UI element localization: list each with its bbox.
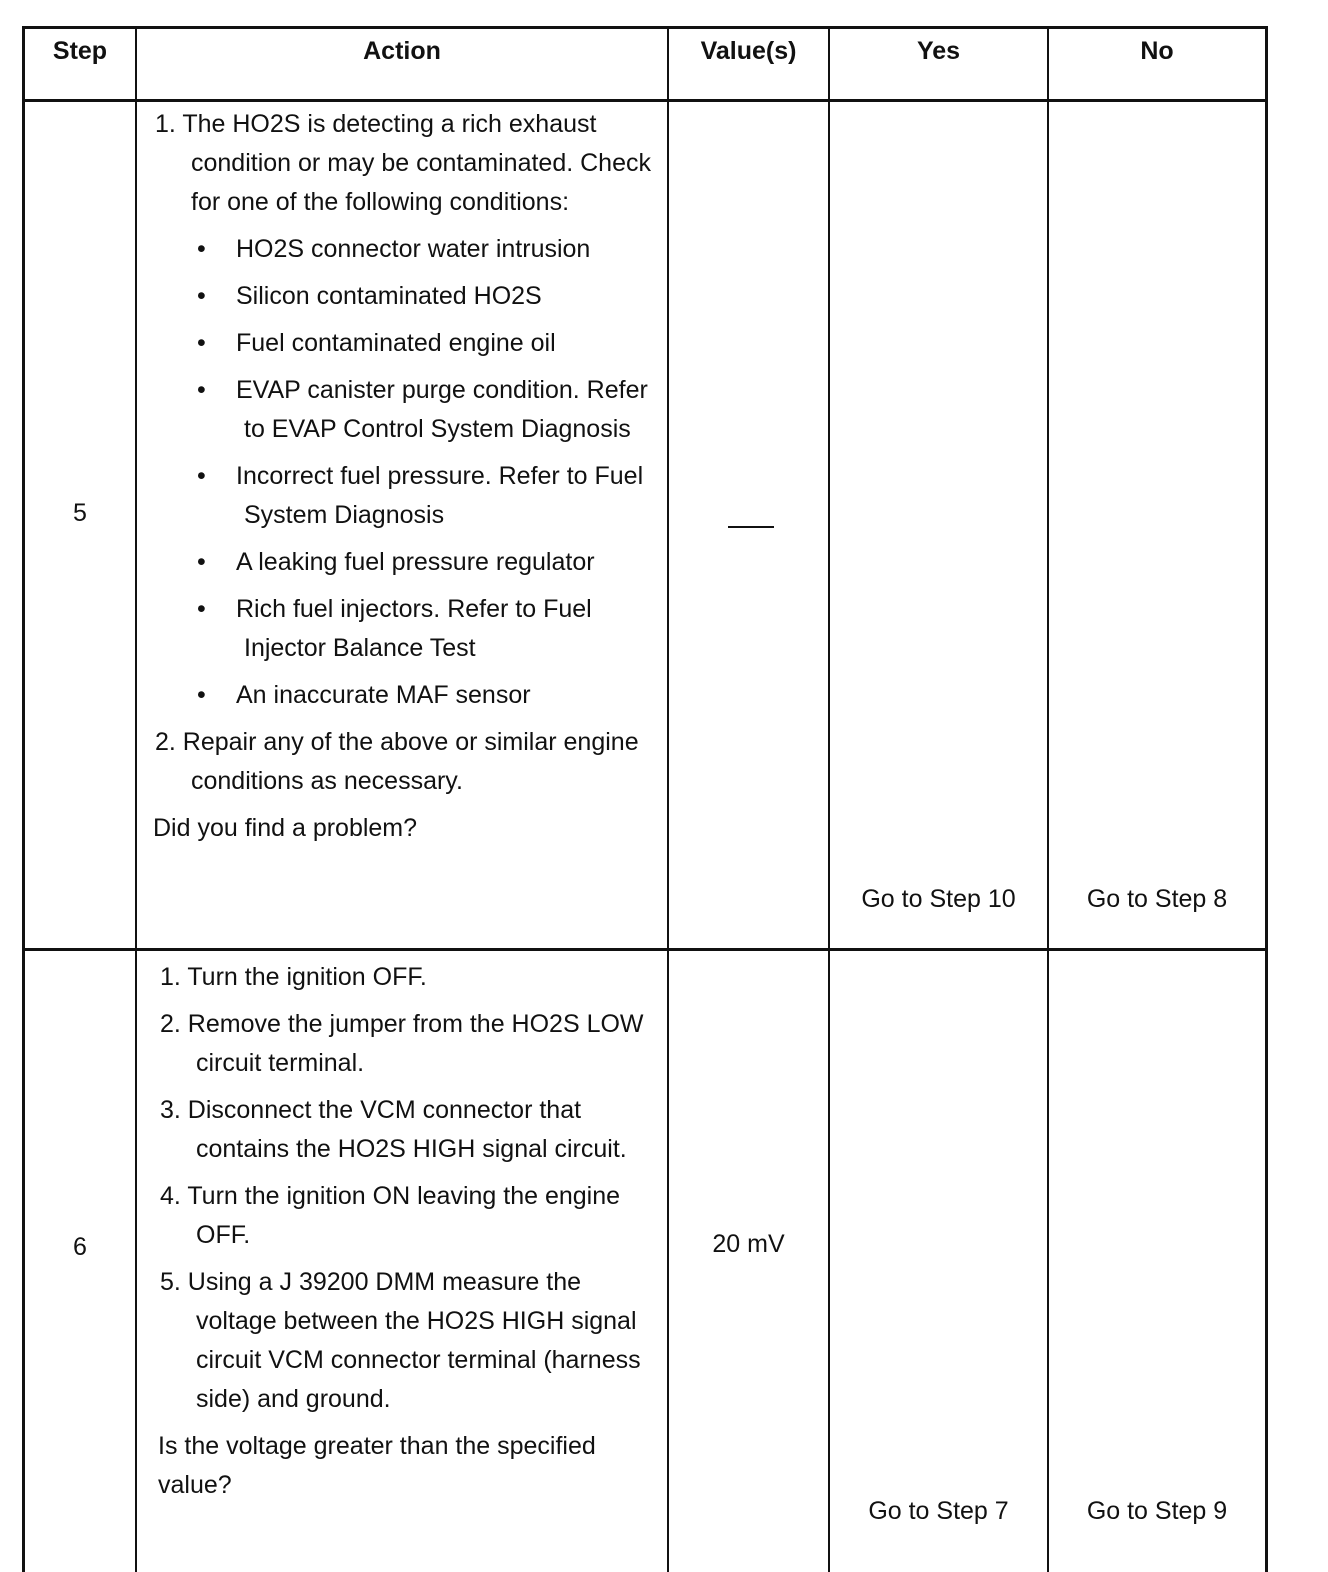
- header-divider: [25, 99, 1265, 102]
- list-item: • Rich fuel injectors. Refer to Fuel Injector Balance Test: [197, 595, 592, 662]
- yes-result: Go to Step 7: [868, 1497, 1009, 1525]
- action-step: 4. Turn the ignition ON leaving the engine OFF.: [160, 1182, 621, 1249]
- column-divider: [828, 29, 830, 1572]
- list-item: • Incorrect fuel pressure. Refer to Fuel System Diagnosis: [197, 462, 644, 529]
- step-number: 5: [73, 499, 87, 527]
- action-step: 2. Remove the jumper from the HO2S LOW circuit terminal.: [160, 1010, 644, 1077]
- header-values: Value(s): [700, 37, 797, 65]
- no-result: Go to Step 9: [1086, 1497, 1228, 1525]
- action-step: 1. Turn the ignition OFF.: [160, 963, 427, 991]
- list-item: • A leaking fuel pressure regulator: [197, 548, 595, 576]
- column-divider: [1047, 29, 1049, 1572]
- condition-list: [153, 230, 663, 715]
- list-item: • Fuel contaminated engine oil: [197, 329, 556, 357]
- list-item: • EVAP canister purge condition. Refer to EVAP Control System Diagnosis: [197, 376, 648, 443]
- list-item: • An inaccurate MAF sensor: [197, 681, 531, 709]
- action-step: 3. Disconnect the VCM connector that contains the HO2S HIGH signal circuit.: [160, 1096, 627, 1163]
- header-action: Action: [363, 37, 441, 65]
- header-step: Step: [52, 37, 108, 65]
- no-result: Go to Step 8: [1086, 885, 1228, 913]
- list-item: • Silicon contaminated HO2S: [197, 282, 542, 310]
- row-divider: [25, 948, 1265, 951]
- list-item: • HO2S connector water intrusion: [197, 235, 591, 263]
- action-cell: [158, 958, 663, 1513]
- action-cell: [153, 105, 663, 856]
- header-no: No: [1140, 37, 1174, 65]
- question: Did you find a problem?: [153, 814, 418, 842]
- specified-value: 20 mV: [712, 1230, 785, 1258]
- no-value-dash: [728, 526, 774, 528]
- step-number: 6: [73, 1233, 87, 1261]
- action-step: 1. The HO2S is detecting a rich exhaust condition or may be contaminated. Check for one of the following conditions:: [155, 110, 651, 216]
- column-divider: [667, 29, 669, 1572]
- action-step: 2. Repair any of the above or similar engine conditions as necessary.: [155, 728, 639, 795]
- header-yes: Yes: [916, 37, 961, 65]
- yes-result: Go to Step 10: [861, 885, 1016, 913]
- column-divider: [135, 29, 137, 1572]
- question: Is the voltage greater than the specified value?: [158, 1432, 596, 1499]
- diagnostic-table: [22, 26, 1268, 1572]
- action-step: 5. Using a J 39200 DMM measure the voltage between the HO2S HIGH signal circuit VCM connector terminal (harness side) and ground.: [160, 1268, 641, 1413]
